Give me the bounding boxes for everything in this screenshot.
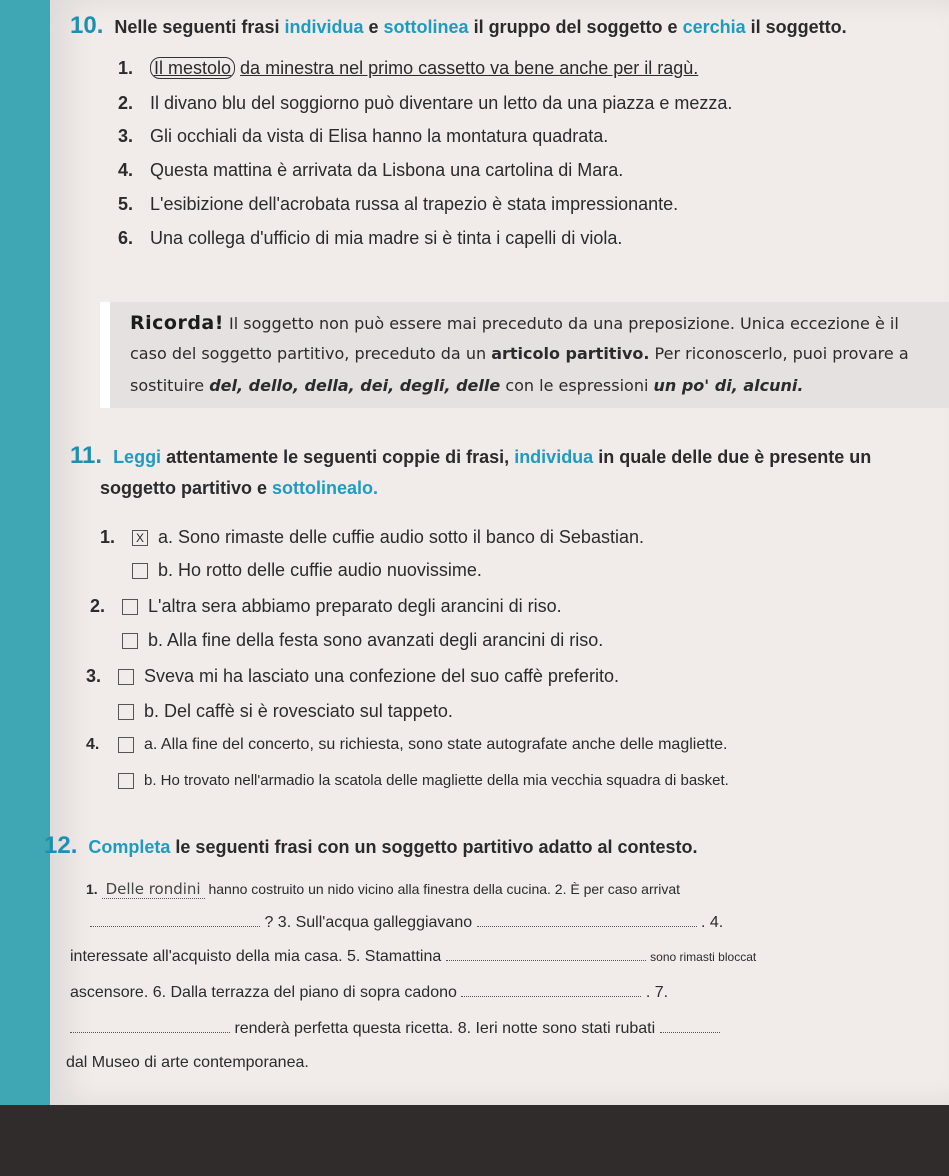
- ex12-title: 12. Completa le seguenti frasi con un soggetto partitivo adatto al contesto.: [44, 832, 698, 859]
- checkbox-2a[interactable]: [122, 599, 138, 615]
- ex12-line-4: ascensore. 6. Dalla terrazza del piano di sopra cadono . 7.: [70, 984, 669, 1001]
- ex12-line-5: renderà perfetta questa ricetta. 8. Ieri notte sono stati rubati: [70, 1020, 720, 1038]
- ex11-item-4b: b. Ho trovato nell'armadio la scatola delle magliette della mia vecchia squadra di basket.: [118, 772, 729, 789]
- ex11-item-1b: b. Ho rotto delle cuffie audio nuovissime.: [132, 560, 482, 581]
- answer-field-6[interactable]: [70, 1032, 230, 1033]
- background-table: [0, 1105, 949, 1176]
- ex10-number: 10.: [70, 12, 104, 39]
- ex11-title: 11. Leggi attentamente le seguenti coppie di frasi, individua in quale delle due è presente un: [70, 442, 872, 469]
- ex11-item-4a: 4. a. Alla fine del concerto, su richiesta, sono state autografate anche delle magliette.: [86, 736, 728, 753]
- circled-subject: Il mestolo: [150, 57, 235, 79]
- answer-field-5[interactable]: [461, 996, 641, 997]
- checkbox-4b[interactable]: [118, 773, 134, 789]
- ex12-line-2: ? 3. Sull'acqua galleggiavano . 4.: [90, 914, 723, 932]
- ex10-title: 10. Nelle seguenti frasi individua e sottolinea il gruppo del soggetto e cerchia il soggetto.: [70, 12, 847, 39]
- checkbox-4a[interactable]: [118, 737, 134, 753]
- answer-field-4[interactable]: [446, 960, 646, 961]
- ex11-item-2a: 2. L'altra sera abbiamo preparato degli arancini di riso.: [90, 596, 562, 616]
- ricorda-box: Ricorda! Il soggetto non può essere mai preceduto da una preposizione. Unica eccezione è il caso del soggetto partitivo, preceduto da un articolo partitivo. Per riconoscerlo, puoi provare a sostituire del, dello, della, dei, degli, delle con le espressioni un po' di, alcuni.: [100, 302, 949, 408]
- textbook-page: 10. Nelle seguenti frasi individua e sottolinea il gruppo del soggetto e cerchia il soggetto. 1. Il mestolo da minestra nel primo cassetto va bene anche per il ragù. 2. Il divano blu del soggiorno può diventare un letto da una piazza e mezza. 3. Gli occhiali da vista di Elisa hanno la montatura quadrata. 4. Questa mattina è arrivata da Lisbona una cartolina di Mara. 5. L'esibizione dell'acrobata russa al trapezio è stata impressionante. 6. Una collega d'ufficio di mia madre si è tinta i capelli di viola. Ricorda! Il soggetto non può essere mai preceduto da una preposizione. Unica eccezione è il caso del soggetto partitivo, preceduto da un articolo partitivo. Per riconoscerlo, puoi provare a sostituire del, dello, della, dei, degli, delle con le espressioni un po' di, alcuni. 11. Leggi attentamente le seguenti coppie di frasi, individua in quale delle due è presente un soggetto partitivo e sottolinealo. 1. X a. Sono rimaste delle cuffie audio sotto il banco di Sebastian. b. Ho rotto delle cuffie audio nuovissime. 2. L'altra sera abbiamo preparato degli arancini di riso. b. Alla fine della festa sono avanzati degli arancini di riso. 3. Sveva mi ha lasciato una confezione del suo caffè preferito. b. Del caffè si è rovesciato sul tappeto. 4. a. Alla fine del concerto, su richiesta, sono state autografate anche delle magliette. b. Ho trovato nell'armadio la scatola delle magliette della mia vecchia squadra di basket. 12. Completa le seguenti frasi con un soggetto partitivo adatto al contesto. 1. Delle rondini hanno costruito un nido vicino alla finestra della cucina. 2. È per caso arrivat ? 3. Sull'acqua galleggiavano . 4. interessate all'acquisto della mia casa. 5. Stamattina sono rimasti bloccat ascensore. 6. Dalla terrazza del piano di sopra cadono . 7. renderà perfetta questa ricetta. 8. Ieri notte sono stati rubati dal Museo di arte contemporanea.: [50, 0, 949, 1105]
- ex12-line-1: 1. Delle rondini hanno costruito un nido vicino alla finestra della cucina. 2. È per caso arrivat: [86, 880, 681, 898]
- ex11-item-3a: 3. Sveva mi ha lasciato una confezione del suo caffè preferito.: [86, 666, 619, 686]
- checkbox-1b[interactable]: [132, 563, 148, 579]
- ex12-number: 12.: [44, 832, 78, 859]
- ex11-item-1a: 1. X a. Sono rimaste delle cuffie audio sotto il banco di Sebastian.: [100, 527, 644, 547]
- checkbox-1a[interactable]: X: [132, 530, 148, 546]
- ex10-item-2: 2. Il divano blu del soggiorno può diventare un letto da una piazza e mezza.: [118, 93, 733, 113]
- answer-field-7[interactable]: [660, 1032, 720, 1033]
- answer-field-1[interactable]: Delle rondini: [102, 880, 205, 899]
- ex11-item-3b: b. Del caffè si è rovesciato sul tappeto.: [118, 701, 453, 722]
- answer-field-2[interactable]: [90, 926, 260, 927]
- ricorda-label: Ricorda!: [130, 312, 224, 334]
- ex10-item-3: 3. Gli occhiali da vista di Elisa hanno la montatura quadrata.: [118, 126, 609, 146]
- ex11-item-2b: b. Alla fine della festa sono avanzati degli arancini di riso.: [122, 630, 603, 651]
- ex10-item-6: 6. Una collega d'ufficio di mia madre si è tinta i capelli di viola.: [118, 228, 623, 248]
- checkbox-3a[interactable]: [118, 669, 134, 685]
- checkbox-2b[interactable]: [122, 633, 138, 649]
- ex10-item-1: 1. Il mestolo da minestra nel primo cassetto va bene anche per il ragù.: [118, 58, 699, 78]
- answer-field-3[interactable]: [477, 926, 697, 927]
- ex10-item-4: 4. Questa mattina è arrivata da Lisbona una cartolina di Mara.: [118, 160, 624, 180]
- ex12-line-6: dal Museo di arte contemporanea.: [66, 1054, 309, 1071]
- ex11-number: 11.: [70, 442, 103, 469]
- ex10-item-5: 5. L'esibizione dell'acrobata russa al trapezio è stata impressionante.: [118, 194, 679, 214]
- checkbox-3b[interactable]: [118, 704, 134, 720]
- ex12-line-3: interessate all'acquisto della mia casa. 5. Stamattina sono rimasti bloccat: [70, 948, 757, 965]
